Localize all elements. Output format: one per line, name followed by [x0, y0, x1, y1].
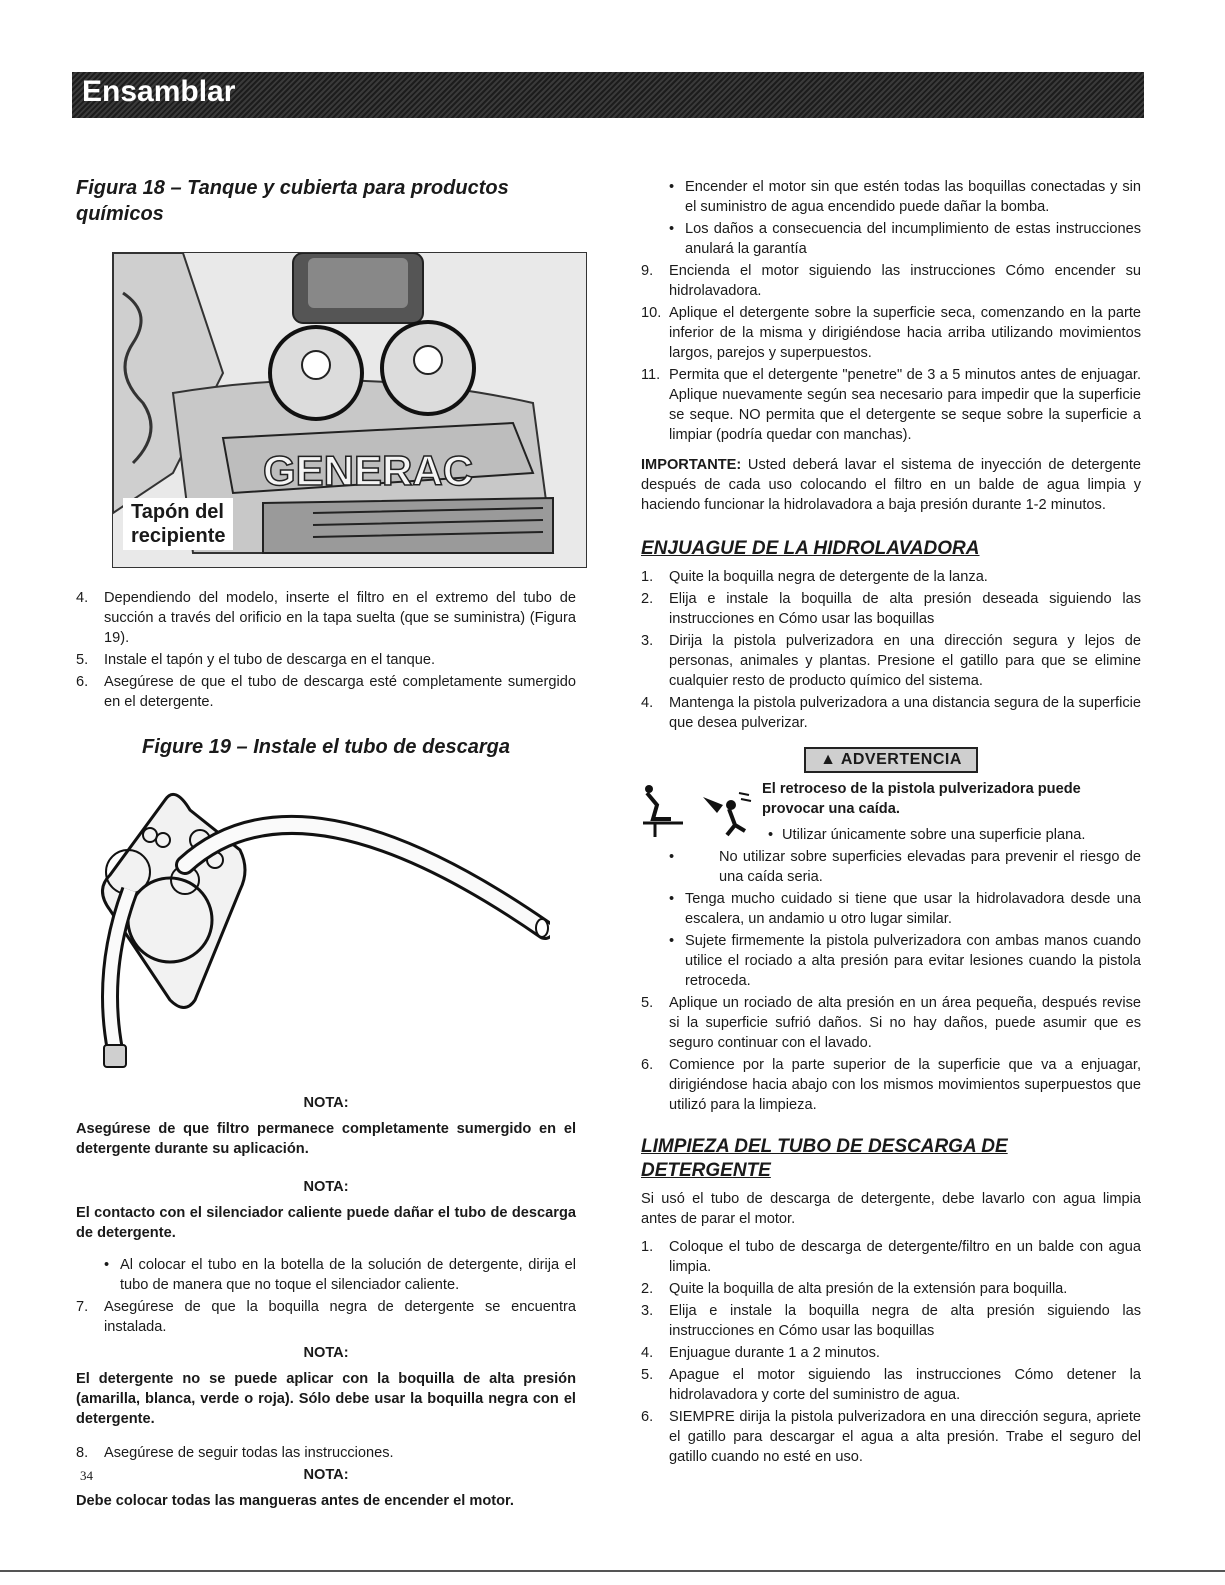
nota-label: NOTA:: [303, 1467, 349, 1483]
callout-tank-cap: [123, 498, 233, 550]
list-item: [641, 589, 1141, 629]
nota-text: Debe colocar todas las mangueras antes de encender el motor.: [76, 1493, 514, 1509]
steps-4-6: [76, 588, 576, 712]
warning-bullet: [641, 847, 1141, 887]
item-number: 3.: [641, 633, 654, 649]
nota-text: Asegúrese de que filtro permanece completamente sumergido en el detergente durante su aplicación.: [76, 1121, 576, 1157]
item-number: 1.: [641, 1239, 654, 1255]
item-text: Asegúrese de que la boquilla negra de detergente se encuentra instalada.: [104, 1299, 576, 1335]
item-text: Apague el motor siguiendo las instrucciones Cómo detener la hidrolavadora y corte del suministro de agua.: [669, 1367, 1141, 1403]
item-text: Asegúrese de que el tubo de descarga esté completamente sumergido en el detergente.: [104, 674, 576, 710]
list-item: [641, 1365, 1141, 1405]
list-item: [641, 1279, 1141, 1299]
nota-label: NOTA:: [303, 1095, 349, 1111]
item-text: Mantenga la pistola pulverizadora a una distancia segura de la superficie que desea pulverizar.: [669, 695, 1141, 731]
figure-19-image: [90, 780, 550, 1075]
important-note: [641, 455, 1141, 515]
discharge-tube-illustration: [90, 780, 550, 1075]
item-text: Asegúrese de seguir todas las instrucciones.: [104, 1445, 394, 1461]
warning-heading: El retroceso de la pistola pulverizadora puede provocar una caída.: [762, 781, 1081, 817]
item-text: Dirija la pistola pulverizadora en una dirección segura y lejos de personas, animales y plantas. Presione el gatillo para que se elimine cualquier resto de producto químico del sistema.: [669, 633, 1141, 689]
item-number: 4.: [641, 695, 654, 711]
left-column: [76, 175, 576, 1511]
list-bullet: • Sujete firmemente la pistola pulverizadora con ambas manos cuando utilice el rociado a alta presión para evitar lesiones cuando la pistola retroceda.: [641, 931, 1141, 991]
list-item: [641, 693, 1141, 733]
item-number: 2.: [641, 1281, 654, 1297]
item-number: 4.: [76, 590, 89, 606]
item-number: 3.: [641, 1303, 654, 1319]
item-text: Coloque el tubo de descarga de detergente/filtro en un balde con agua limpia.: [669, 1239, 1141, 1275]
list-item: [641, 631, 1141, 691]
section-header: [72, 72, 1144, 118]
nota-text: El contacto con el silenciador caliente puede dañar el tubo de descarga de detergente.: [76, 1205, 576, 1241]
callout-line-2: recipiente: [131, 525, 226, 547]
list-item: [641, 1237, 1141, 1277]
list-bullet: • Los daños a consecuencia del incumplimiento de estas instrucciones anulará la garantía: [641, 219, 1141, 259]
item-number: 4.: [641, 1345, 654, 1361]
item-text: SIEMPRE dirija la pistola pulverizadora en una dirección segura, apriete el gatillo para descargar el agua a alta presión. Trabe el seguro del gatillo cuando no esté en uso.: [669, 1409, 1141, 1465]
list-item: [76, 650, 576, 670]
figure-18-image: [112, 252, 587, 568]
item-number: 6.: [641, 1057, 654, 1073]
item-number: 5.: [641, 995, 654, 1011]
item-number: 5.: [76, 652, 89, 668]
item-text: Elija e instale la boquilla negra de alta presión siguiendo las instrucciones en Cómo usar las boquillas: [669, 1303, 1141, 1339]
item-text: Quite la boquilla de alta presión de la extensión para boquilla.: [669, 1281, 1068, 1297]
list-item: [641, 1301, 1141, 1341]
warning-bullet-text: No utilizar sobre superficies elevadas para prevenir el riesgo de una caída seria.: [719, 849, 1141, 885]
warning-badge: [804, 747, 978, 773]
page-number: 34: [80, 1468, 93, 1483]
list-bullet: • Encender el motor sin que estén todas las boquillas conectadas y sin el suministro de agua encendido puede dañar la bomba.: [641, 177, 1141, 217]
section-title-tube-cleaning: LIMPIEZA DEL TUBO DE DESCARGA DE DETERGENTE: [641, 1136, 1008, 1181]
list-bullet: • Tenga mucho cuidado si tiene que usar la hidrolavadora desde una escalera, un andamio u otro lugar similar.: [641, 889, 1141, 929]
item-number: 1.: [641, 569, 654, 585]
item-number: 7.: [76, 1299, 89, 1315]
list-item: [76, 1297, 576, 1337]
section-title: Ensamblar: [82, 75, 236, 108]
important-label: IMPORTANTE:: [641, 457, 742, 473]
item-number: 2.: [641, 591, 654, 607]
item-text: Aplique el detergente sobre la superficie seca, comenzando en la parte inferior de la misma y dirigiéndose hacia arriba utilizando movimientos largos, parejos y superpuestos.: [669, 305, 1141, 361]
list-item: [76, 588, 576, 648]
item-text: Instale el tapón y el tubo de descarga en el tanque.: [104, 652, 436, 668]
warning-block: [641, 779, 1141, 887]
item-text: Dependiendo del modelo, inserte el filtro en el extremo del tubo de succión a través del orificio en la tapa suelta (que se suministra) (Figura 19).: [104, 590, 576, 646]
figure-18-title: Figura 18 – Tanque y cubierta para productos químicos: [76, 177, 509, 225]
item-number: 11.: [641, 367, 661, 383]
item-number: 9.: [641, 263, 654, 279]
important-text: Usted deberá lavar el sistema de inyección de detergente después de cada uso colocando el filtro en un balde de agua limpia y haciendo funcionar la hidrolavadora a baja presión durante 1-2 minutos.: [641, 457, 1141, 513]
list-item: [641, 567, 1141, 587]
right-column: [641, 175, 1141, 1469]
nota-label: NOTA:: [303, 1345, 349, 1361]
list-bullet: • Al colocar el tubo en la botella de la solución de detergente, dirija el tubo de manera que no toque el silenciador caliente.: [76, 1255, 576, 1295]
list-item: [641, 365, 1141, 445]
item-text: Enjuague durante 1 a 2 minutos.: [669, 1345, 880, 1361]
item-number: 6.: [641, 1409, 654, 1425]
item-text: Comience por la parte superior de la superficie que va a enjuagar, dirigiéndose hacia abajo con los mismos movimientos superpuestos que utilizó para la limpieza.: [669, 1057, 1141, 1113]
item-text: Encienda el motor siguiendo las instrucciones Cómo encender su hidrolavadora.: [669, 263, 1141, 299]
item-text: Permita que el detergente "penetre" de 3 a 5 minutos antes de enjuagar. Aplique nuevamente según sea necesario para impedir que la superficie se seque. NO permita que el detergente se seque sobre la superficie a limpiar (podría quedar con manchas).: [669, 367, 1141, 443]
nota-text: El detergente no se puede aplicar con la boquilla de alta presión (amarilla, blanca, verde o roja). Sólo debe usar la boquilla negra con el detergente.: [76, 1371, 576, 1427]
item-number: 10.: [641, 305, 662, 321]
generac-logo: GENERAC: [263, 447, 474, 494]
callout-line-1: Tapón del: [131, 501, 224, 523]
warning-label: ADVERTENCIA: [840, 751, 962, 768]
list-item: [641, 1343, 1141, 1363]
bottom-divider: [0, 1570, 1225, 1572]
item-text: Aplique un rociado de alta presión en un área pequeña, después revise si la superficie sufrió daños. Si no hay daños, puede asumir que es seguro continuar con el lavado.: [669, 995, 1141, 1051]
warning-triangle-icon: ▲: [820, 751, 841, 768]
list-item: [76, 1443, 576, 1463]
recoil-fall-icon: [643, 783, 753, 838]
figure-19-title: Figure 19 – Instale el tubo de descarga: [142, 736, 510, 758]
item-number: 8.: [76, 1445, 89, 1461]
warning-bullet: • Utilizar únicamente sobre una superficie plana.: [762, 825, 1141, 845]
item-text: Quite la boquilla negra de detergente de la lanza.: [669, 569, 988, 585]
item-number: 5.: [641, 1367, 654, 1383]
list-item: [641, 303, 1141, 363]
list-item: [641, 993, 1141, 1053]
item-number: 6.: [76, 674, 89, 690]
section-intro: Si usó el tubo de descarga de detergente, debe lavarlo con agua limpia antes de parar el motor.: [641, 1191, 1141, 1227]
list-item: [76, 672, 576, 712]
nota-label: NOTA:: [303, 1179, 349, 1195]
list-item: [641, 1055, 1141, 1115]
section-title-rinse: ENJUAGUE DE LA HIDROLAVADORA: [641, 538, 980, 559]
item-text: Elija e instale la boquilla de alta presión deseada siguiendo las instrucciones en Cómo usar las boquillas: [669, 591, 1141, 627]
list-item: [641, 1407, 1141, 1467]
list-item: [641, 261, 1141, 301]
